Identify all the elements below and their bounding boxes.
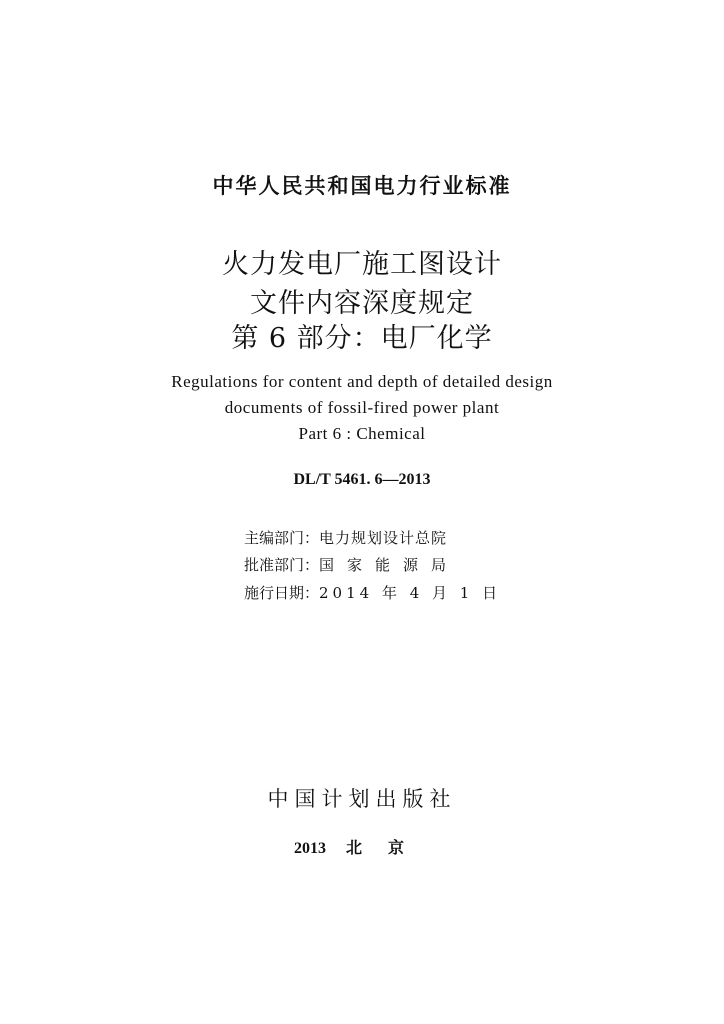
english-title-line-1: Regulations for content and depth of detailed design [171,372,553,391]
english-title-line-3: Part 6 : Chemical [298,424,426,443]
imprint-line [0,835,724,858]
approver-department-label: 批准部门： [244,556,320,574]
english-title-line-2: documents of fossil-fired power plant [224,398,500,417]
chinese-title-line-3: 第 6 部分：电厂化学 [231,323,493,354]
editor-department-value: 电力规划设计总院 [319,529,448,547]
editor-department-label: 主编部门： [244,529,320,547]
standard-series-heading: 中华人民共和国电力行业标准 [212,174,512,198]
imprint-city: 北京 [345,840,430,857]
chinese-title-line-1: 火力发电厂施工图设计 [222,249,502,280]
chinese-title-line-2: 文件内容深度规定 [250,288,474,319]
imprint-year: 2013 [293,840,326,857]
effective-date-label: 施行日期： [244,584,320,602]
publisher-name: 中国计划出版社 [267,787,457,811]
effective-date-value: 2014 年 4 月 1 日 [319,584,502,602]
approver-department-row [244,554,459,575]
effective-date-row [244,582,501,603]
standard-number: DL/T 5461. 6—2013 [293,471,431,488]
approver-department-value: 国家能源局 [319,556,460,574]
editor-department-row [244,527,447,548]
